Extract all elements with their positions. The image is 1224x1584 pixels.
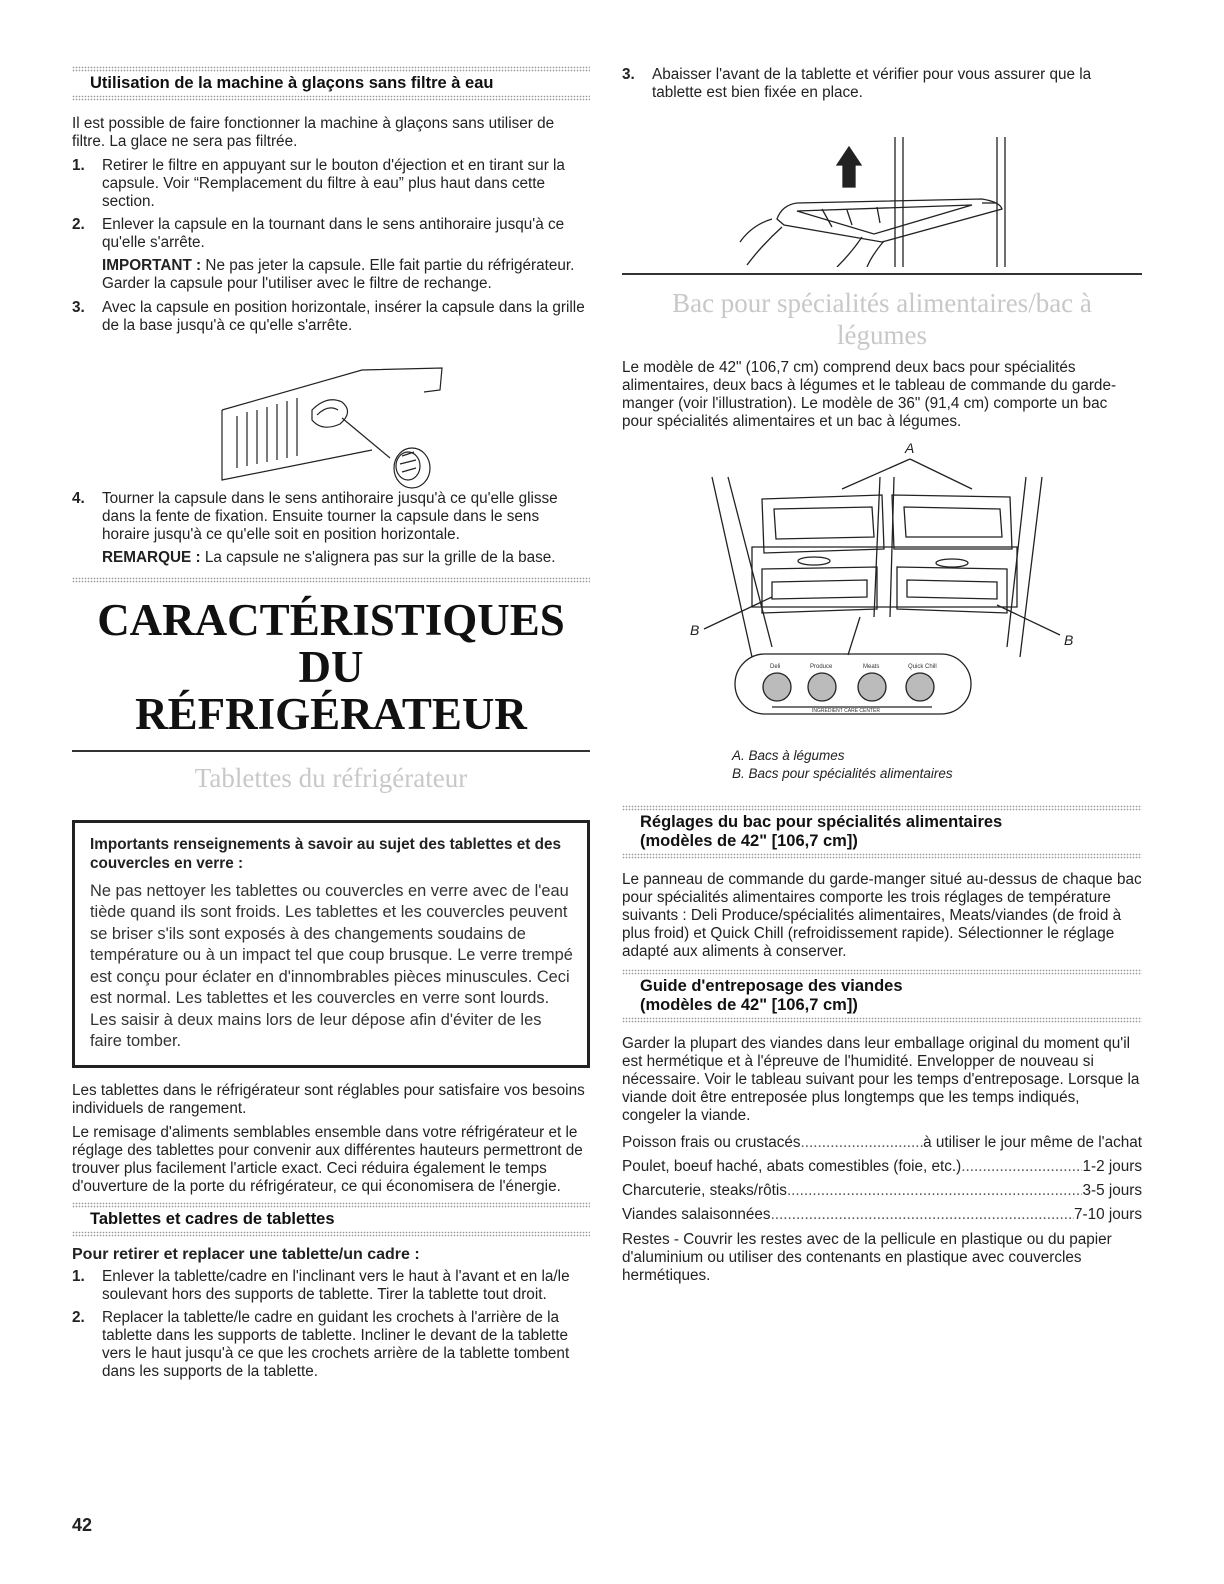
remarque-note bbox=[72, 549, 590, 567]
important-text: Ne pas jeter la capsule. Elle fait partie du réfrigérateur. Garder la capsule pour l'utiliser avec le filtre de rechange. bbox=[102, 257, 575, 292]
caption-a: A. Bacs à légumes bbox=[732, 747, 845, 763]
button-label-deli: Deli bbox=[770, 663, 781, 670]
button-label-quick-chill: Quick Chill bbox=[908, 663, 937, 670]
step-text: Enlever la tablette/cadre en l'inclinant vers le haut à l'avant et en la/le soulevant hors des supports de tablette. Tirer la tablette tout droit. bbox=[102, 1267, 570, 1303]
leader-dots bbox=[801, 1131, 924, 1155]
settings-heading-line1: Réglages du bac pour spécialités alimentaires bbox=[640, 812, 1003, 831]
divider bbox=[72, 95, 590, 101]
list-item bbox=[622, 66, 1142, 102]
list-item bbox=[72, 157, 590, 211]
step-number: 2. bbox=[72, 216, 85, 233]
step-text: Abaisser l'avant de la tablette et vérifier pour vous assurer que la tablette est bien fixée en place. bbox=[652, 66, 1092, 101]
important-note bbox=[72, 257, 590, 293]
list-item bbox=[72, 216, 590, 252]
meat-heading bbox=[622, 975, 1142, 1017]
shelf-illustration bbox=[622, 107, 1142, 267]
ice-maker-steps-cont bbox=[72, 299, 590, 335]
leader-dots bbox=[771, 1203, 1074, 1227]
settings-text: Le panneau de commande du garde-manger situé au-dessus de chaque bac pour spécialités alimentaires comporte les trois réglages de température suivants : Deli Produce/spécialités alimentaires, Meats/viandes (de froid à plus froid) et Quick Chill (refroidissement rapide). Sélectionner le réglage adapté aux aliments à conserver. bbox=[622, 870, 1142, 960]
storage-table bbox=[622, 1131, 1142, 1227]
shelf-step-3 bbox=[622, 66, 1142, 102]
title-rule bbox=[72, 750, 590, 752]
warning-text: Ne pas nettoyer les tablettes ou couvercles en verre avec de l'eau tiède quand ils sont froids. Les tablettes et les couvercles peuvent se briser s'ils sont exposés à des changements soudains de température ou à un impact tel que coup brusque. Le verre trempé est conçu pour éclater en d'innombrables pièces minuscules. Ceci est normal. Les tablettes et les couvercles en verre sont lourds. Les saisir à deux mains lors de leur dépose afin d'éviter de les faire tomber. bbox=[90, 881, 573, 1050]
step-text: Avec la capsule en position horizontale, insérer la capsule dans la grille de la base jusqu'à ce qu'elle s'arrête. bbox=[102, 299, 585, 334]
divider bbox=[72, 577, 590, 583]
leftovers-text: Restes - Couvrir les restes avec de la pellicule en plastique ou du papier d'aluminium ou utiliser des contenants en plastique avec couvercles hermétiques. bbox=[622, 1230, 1112, 1284]
list-item bbox=[72, 1268, 590, 1304]
table-row bbox=[622, 1179, 1142, 1203]
remarque-label: REMARQUE : bbox=[102, 549, 201, 566]
storage-time: 1-2 jours bbox=[1082, 1157, 1142, 1175]
storage-item: Viandes salaisonnées bbox=[622, 1205, 771, 1223]
step-number: 1. bbox=[72, 157, 85, 174]
settings-heading-line2: (modèles de 42" [106,7 cm]) bbox=[640, 831, 858, 850]
step-text: Retirer le filtre en appuyant sur le bouton d'éjection et en tirant sur la capsule. Voir “Remplacement du filtre à eau” plus haut dans cette section. bbox=[102, 157, 565, 210]
page-number: 42 bbox=[72, 1515, 93, 1535]
table-row bbox=[622, 1155, 1142, 1179]
frames-heading: Tablettes et cadres de tablettes bbox=[90, 1209, 335, 1228]
main-title bbox=[72, 597, 590, 738]
leader-dots bbox=[961, 1155, 1082, 1179]
divider bbox=[622, 1017, 1142, 1023]
label-b-right: B bbox=[1064, 631, 1074, 648]
list-item bbox=[72, 490, 590, 544]
label-a: A bbox=[905, 439, 915, 456]
storage-item: Poulet, boeuf haché, abats comestibles (foie, etc.) bbox=[622, 1157, 962, 1175]
button-label-meats: Meats bbox=[863, 663, 880, 670]
table-row bbox=[622, 1203, 1142, 1227]
meat-heading-line1: Guide d'entreposage des viandes bbox=[640, 976, 903, 995]
shelves-heading: Tablettes du réfrigérateur bbox=[194, 762, 468, 793]
step-text: Enlever la capsule en la tournant dans le sens antihoraire jusqu'à ce qu'elle s'arrête. bbox=[102, 216, 565, 251]
crisper-heading: Bac pour spécialités alimentaires/bac à légumes bbox=[672, 287, 1092, 350]
storage-time: à utiliser le jour même de l'achat bbox=[923, 1133, 1142, 1151]
step-text: Replacer la tablette/le cadre en guidant les crochets à l'arrière de la tablette dans les supports de tablette. Incliner le devant de la tablette vers le haut jusqu'à ce que les crochets arrière de la tablette tombent dans les supports de la tablette. bbox=[102, 1308, 570, 1380]
table-row bbox=[622, 1131, 1142, 1155]
step-number: 2. bbox=[72, 1308, 85, 1326]
panel-label: INGREDIENT CARE CENTER bbox=[812, 707, 880, 714]
filter-cap-illustration bbox=[72, 340, 590, 490]
step-text: Tourner la capsule dans le sens antihoraire jusqu'à ce qu'elle glisse dans la fente de fixation. Ensuite tourner la capsule dans le sens horaire jusqu'à ce qu'elle soit en position horizontale. bbox=[102, 490, 558, 543]
warning-box bbox=[72, 820, 590, 1068]
storage-time: 3-5 jours bbox=[1082, 1181, 1142, 1199]
remove-heading: Pour retirer et replacer une tablette/un cadre : bbox=[72, 1245, 420, 1263]
meat-text: Garder la plupart des viandes dans leur emballage original du moment qu'il est hermétique et à l'épreuve de l'humidité. Envelopper de nouveau si nécessaire. Voir le tableau suivant pour les temps d'entreposage. Lorsque la viande doit être entreposée plus longtemps que les temps indiqués, congeler la viande. bbox=[622, 1034, 1140, 1124]
ice-maker-steps-final bbox=[72, 490, 590, 544]
settings-heading bbox=[622, 811, 1142, 853]
main-title-line1: CARACTÉRISTIQUES DU bbox=[97, 595, 565, 692]
remarque-text: La capsule ne s'alignera pas sur la grille de la base. bbox=[200, 549, 556, 566]
step-number: 1. bbox=[72, 1267, 85, 1285]
main-title-line2: RÉFRIGÉRATEUR bbox=[135, 689, 527, 739]
important-label: IMPORTANT : bbox=[102, 257, 202, 274]
list-item bbox=[72, 1309, 590, 1381]
meat-heading-line2: (modèles de 42" [106,7 cm]) bbox=[640, 995, 858, 1014]
ice-maker-steps bbox=[72, 157, 590, 252]
storage-item: Charcuterie, steaks/rôtis bbox=[622, 1181, 787, 1199]
warning-heading: Importants renseignements à savoir au sujet des tablettes et des couvercles en verre : bbox=[90, 835, 561, 872]
step-number: 3. bbox=[622, 66, 635, 83]
intro-text: Il est possible de faire fonctionner la machine à glaçons sans utiliser de filtre. La glace ne sera pas filtrée. bbox=[72, 115, 555, 150]
shelves-para-1: Les tablettes dans le réfrigérateur sont réglables pour satisfaire vos besoins individuels de rangement. bbox=[72, 1081, 585, 1117]
section-rule bbox=[622, 273, 1142, 275]
list-item bbox=[72, 299, 590, 335]
crisper-text: Le modèle de 42" (106,7 cm) comprend deux bacs pour spécialités alimentaires, deux bacs à légumes et le tableau de commande du garde-manger (voir l'illustration). Le modèle de 36" (91,4 cm) comporte un bac pour spécialités alimentaires et un bac à légumes. bbox=[622, 358, 1117, 430]
divider bbox=[622, 853, 1142, 859]
left-column bbox=[72, 66, 590, 1386]
section-heading-ice-maker: Utilisation de la machine à glaçons sans filtre à eau bbox=[90, 74, 494, 92]
leader-dots bbox=[787, 1179, 1083, 1203]
label-b-left: B bbox=[690, 621, 700, 638]
crisper-illustration bbox=[622, 437, 1142, 747]
caption-b: B. Bacs pour spécialités alimentaires bbox=[732, 765, 953, 781]
storage-item: Poisson frais ou crustacés bbox=[622, 1133, 801, 1151]
right-column bbox=[622, 66, 1142, 1291]
shelves-para-2: Le remisage d'aliments semblables ensemble dans votre réfrigérateur et le réglage des tablettes pour convenir aux différentes hauteurs permettront de trouver plus facilement l'article exact. Ceci réduira également le temps d'ouverture de la porte du réfrigérateur, ce qui économisera de l'énergie. bbox=[72, 1123, 583, 1195]
remove-steps bbox=[72, 1268, 590, 1381]
step-number: 3. bbox=[72, 299, 85, 316]
button-label-produce: Produce bbox=[810, 663, 833, 670]
divider bbox=[72, 1231, 590, 1237]
storage-time: 7-10 jours bbox=[1073, 1205, 1142, 1223]
step-number: 4. bbox=[72, 490, 85, 507]
